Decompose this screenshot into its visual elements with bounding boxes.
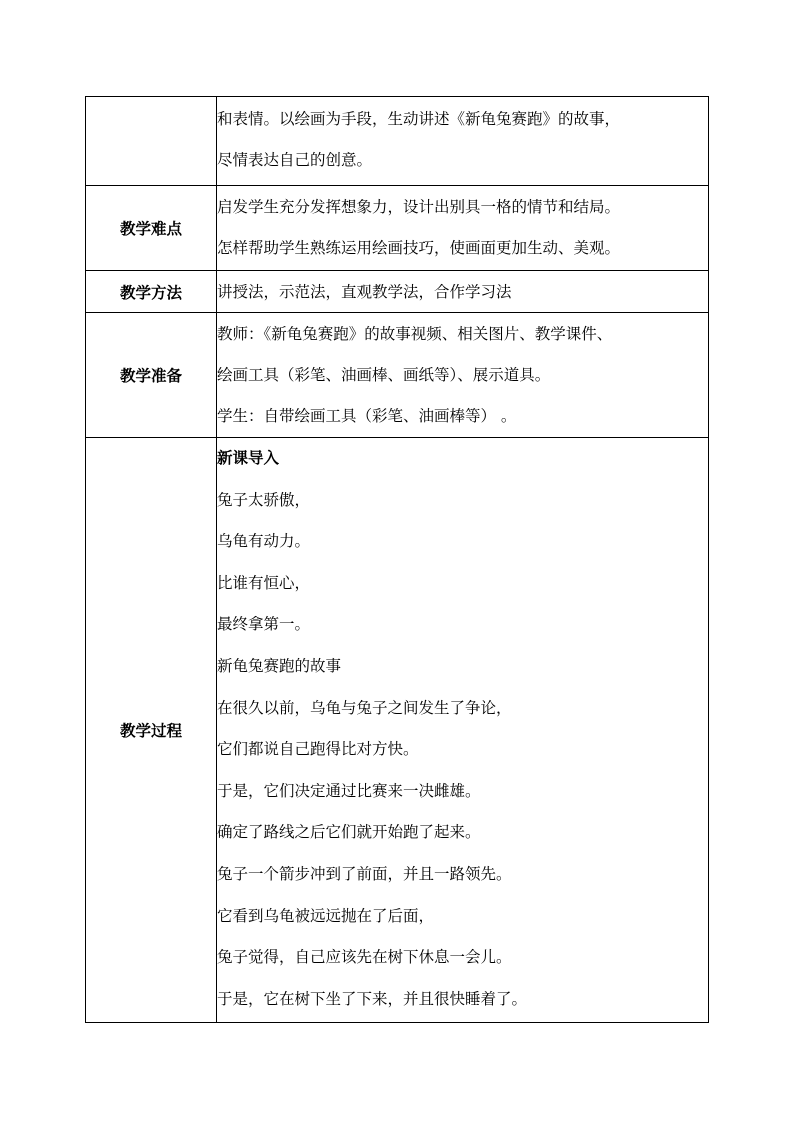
- content-line: 启发学生充分发挥想象力，设计出别具一格的情节和结局。: [217, 198, 621, 216]
- content-line: 它们都说自己跑得比对方快。: [217, 740, 419, 759]
- content-line: 兔子太骄傲，: [217, 490, 311, 509]
- table-row-preparation: [86, 313, 709, 438]
- content-line: 它看到乌龟被远远抛在了后面，: [217, 906, 435, 925]
- row-content: [217, 186, 709, 271]
- content-line: 尽情表达自己的创意。: [217, 151, 373, 169]
- table-row-difficulties: [86, 186, 709, 271]
- content-line: 新龟兔赛跑的故事: [217, 656, 342, 675]
- row-label-process: 教学过程: [86, 438, 217, 1023]
- content-line: 兔子一个箭步冲到了前面，并且一路领先。: [217, 864, 512, 883]
- row-label-difficulties: 教学难点: [86, 186, 217, 271]
- row-label-preparation: 教学准备: [86, 313, 217, 438]
- row-content: [217, 271, 709, 313]
- content-line: 在很久以前，乌龟与兔子之间发生了争论，: [217, 698, 512, 717]
- content-line: 讲授法，示范法，直观教学法，合作学习法: [217, 282, 512, 301]
- row-content: [217, 97, 709, 186]
- content-line: 教师：《新龟兔赛跑》的故事视频、相关图片、教学课件、: [217, 325, 613, 343]
- content-line: 乌龟有动力。: [217, 532, 311, 551]
- section-heading: 新课导入: [217, 449, 280, 467]
- table-row-objectives-continued: [86, 97, 709, 186]
- row-label-methods: 教学方法: [86, 271, 217, 313]
- content-line: 和表情。以绘画为手段，生动讲述《新龟兔赛跑》的故事，: [217, 110, 621, 128]
- row-content: [217, 438, 709, 1023]
- content-line: 于是，它在树下坐了下来，并且很快睡着了。: [217, 989, 528, 1008]
- content-line: 确定了路线之后它们就开始跑了起来。: [217, 823, 481, 842]
- content-line: 比谁有恒心，: [217, 573, 311, 592]
- lesson-plan-table: [85, 96, 709, 1023]
- row-label: [86, 97, 217, 186]
- content-line: 绘画工具（彩笔、油画棒、画纸等）、展示道具。: [217, 366, 551, 384]
- content-line: 学生：自带绘画工具（彩笔、油画棒等） 。: [217, 407, 517, 425]
- table-row-methods: [86, 271, 709, 313]
- content-line: 怎样帮助学生熟练运用绘画技巧，使画面更加生动、美观。: [217, 239, 621, 257]
- content-line: 于是，它们决定通过比赛来一决雌雄。: [217, 781, 481, 800]
- row-content: [217, 313, 709, 438]
- table-row-process: [86, 438, 709, 1023]
- content-line: 兔子觉得，自己应该先在树下休息一会儿。: [217, 948, 512, 967]
- content-line: 最终拿第一。: [217, 615, 311, 634]
